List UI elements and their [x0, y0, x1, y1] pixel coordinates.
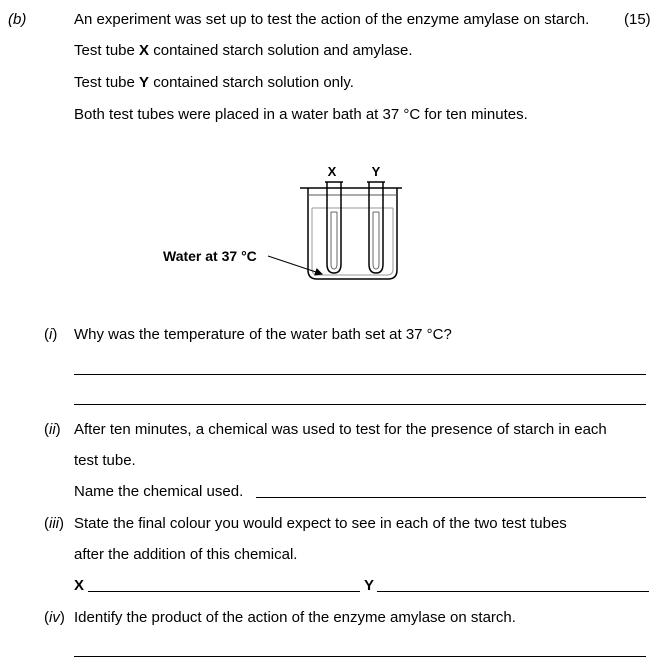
tube-x-post: contained starch solution and amylase.	[149, 42, 413, 59]
question-iii: (iii)	[44, 515, 64, 532]
question-iii-text-2: after the addition of this chemical.	[74, 546, 298, 563]
question-ii-text-3: Name the chemical used.	[74, 483, 244, 500]
both-tubes-statement: Both test tubes were placed in a water bath at 37 °C for ten minutes.	[74, 106, 528, 123]
water-label-pointer	[268, 256, 322, 274]
question-ii-text-1: After ten minutes, a chemical was used to test for the presence of starch in each	[74, 421, 607, 438]
question-i-text: Why was the temperature of the water bath set at 37 °C?	[74, 326, 452, 343]
tube-y-post: contained starch solution only.	[149, 74, 354, 91]
question-iv: (iv)	[44, 609, 65, 626]
answer-label-y: Y	[364, 577, 375, 594]
tube-x-pre: Test tube	[74, 42, 140, 59]
answer-line-iii-y[interactable]	[377, 591, 649, 592]
tube-x-statement	[74, 42, 413, 59]
beaker	[300, 188, 402, 279]
part-label: (b)	[8, 11, 27, 28]
question-ii-text-2: test tube.	[74, 452, 136, 469]
tube-y-letter: Y	[139, 74, 150, 91]
marks: (15)	[624, 11, 651, 28]
question-i: (i)	[44, 326, 58, 343]
answer-line-i-1[interactable]	[74, 374, 646, 375]
water-bath-diagram	[150, 150, 420, 290]
answer-line-i-2[interactable]	[74, 404, 646, 405]
tube-y-statement	[74, 74, 354, 91]
answer-line-iv[interactable]	[74, 656, 646, 657]
diagram-label-y: Y	[371, 164, 381, 179]
tube-y-pre: Test tube	[74, 74, 140, 91]
question-iv-text: Identify the product of the action of the enzyme amylase on starch.	[74, 609, 516, 626]
test-tube-y	[367, 182, 385, 273]
question-ii: (ii)	[44, 421, 61, 438]
test-tube-x	[325, 182, 343, 273]
answer-label-x: X	[74, 577, 85, 594]
answer-line-iii-x[interactable]	[88, 591, 360, 592]
tube-x-letter: X	[139, 42, 150, 59]
intro-text: An experiment was set up to test the action of the enzyme amylase on starch.	[74, 11, 590, 28]
diagram-label-x: X	[327, 164, 337, 179]
answer-line-ii[interactable]	[256, 497, 646, 498]
question-iii-text-1: State the final colour you would expect to see in each of the two test tubes	[74, 515, 567, 532]
water-label: Water at 37 °C	[163, 248, 257, 264]
